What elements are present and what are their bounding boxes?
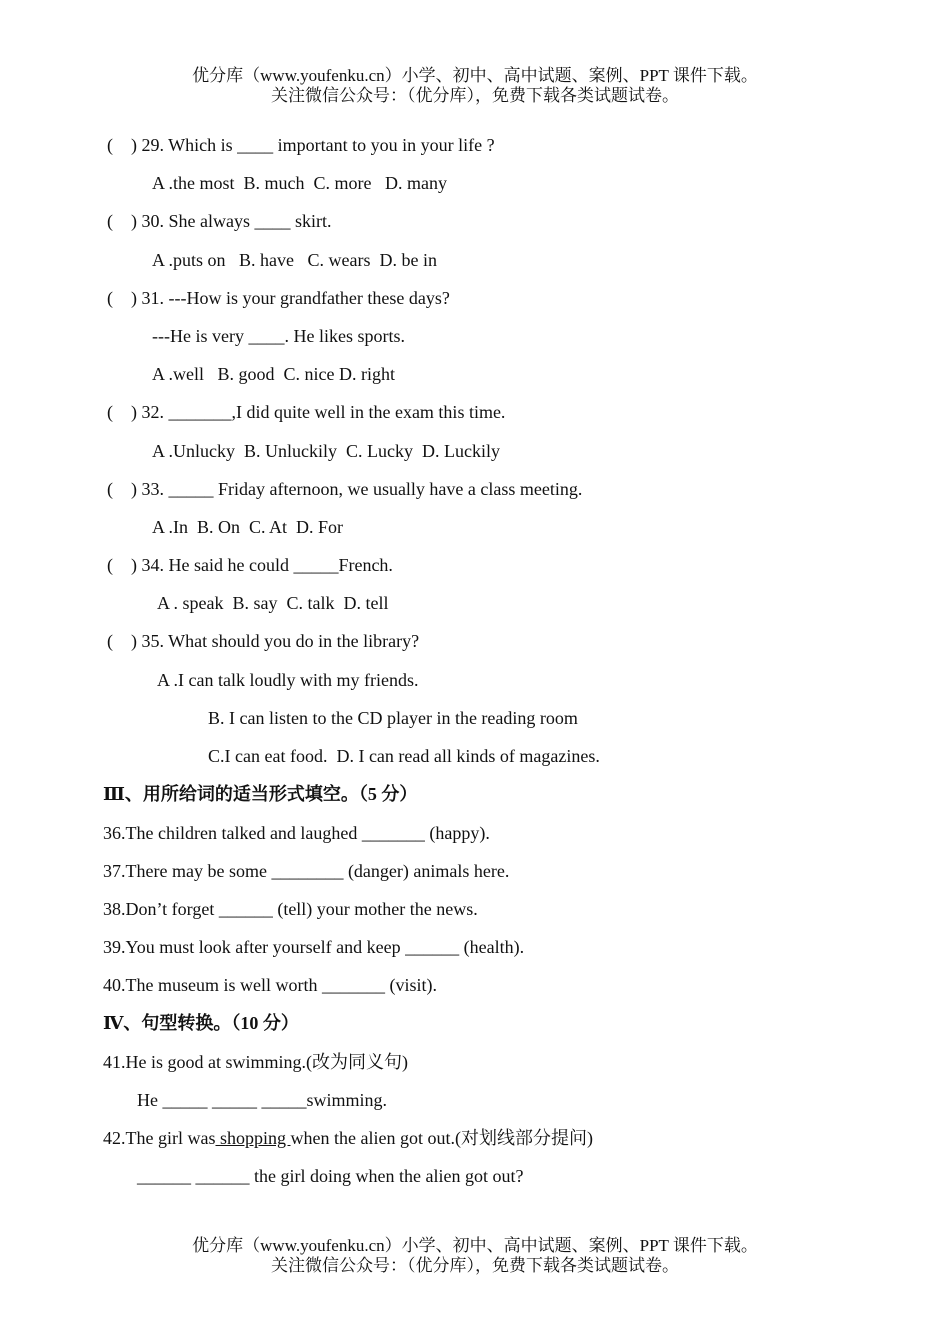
question-35-option-b: B. I can listen to the CD player in the reading room: [208, 708, 578, 728]
question-37: 37.There may be some ________ (danger) animals here.: [103, 861, 510, 881]
question-29: ( ) 29. Which is ____ important to you in your life ?: [107, 135, 495, 155]
question-33-options: A .In B. On C. At D. For: [152, 517, 344, 537]
question-41: 41.He is good at swimming.(改为同义句): [103, 1052, 408, 1072]
header-line-1: 优分库（www.youfenku.cn）小学、初中、高中试题、案例、PPT 课件下载。: [192, 66, 758, 85]
question-42-prefix: 42.The girl was: [103, 1128, 216, 1148]
question-35: ( ) 35. What should you do in the library?: [107, 631, 420, 651]
page-footer: [0, 1236, 950, 1276]
question-31: ( ) 31. ---How is your grandfather these days?: [107, 288, 450, 308]
footer-line-1: 优分库（www.youfenku.cn）小学、初中、高中试题、案例、PPT 课件下载。: [192, 1236, 758, 1255]
question-42-suffix: when the alien got out.(对划线部分提问): [290, 1128, 593, 1148]
question-42-answer-line: ______ ______ the girl doing when the alien got out?: [137, 1166, 524, 1186]
section-3-heading: Ⅲ、用所给词的适当形式填空。（5 分）: [103, 784, 418, 804]
question-42-underlined-word: shopping: [215, 1128, 291, 1148]
question-30: ( ) 30. She always ____ skirt.: [107, 211, 332, 231]
question-30-options: A .puts on B. have C. wears D. be in: [152, 250, 437, 270]
page-header: [0, 66, 950, 106]
question-38: 38.Don’t forget ______ (tell) your mother the news.: [103, 899, 478, 919]
question-34-options: A . speak B. say C. talk D. tell: [157, 593, 389, 613]
question-35-option-cd: C.I can eat food. D. I can read all kinds of magazines.: [208, 746, 600, 766]
question-29-options: A .the most B. much C. more D. many: [152, 173, 447, 193]
question-42: [103, 1127, 593, 1149]
question-31-options: A .well B. good C. nice D. right: [152, 364, 395, 384]
question-39: 39.You must look after yourself and keep ______ (health).: [103, 937, 525, 957]
question-41-answer-line: He _____ _____ _____swimming.: [137, 1090, 387, 1110]
section-4-heading: Ⅳ、句型转换。（10 分）: [103, 1013, 299, 1033]
header-line-2: 关注微信公众号：（优分库），免费下载各类试题试卷。: [271, 86, 679, 105]
footer-line-2: 关注微信公众号：（优分库），免费下载各类试题试卷。: [271, 1256, 679, 1275]
question-33: ( ) 33. _____ Friday afternoon, we usually have a class meeting.: [107, 479, 583, 499]
question-32-options: A .Unlucky B. Unluckily C. Lucky D. Luckily: [152, 441, 500, 461]
question-32: ( ) 32. _______,I did quite well in the exam this time.: [107, 402, 506, 422]
question-36: 36.The children talked and laughed _______ (happy).: [103, 823, 490, 843]
question-34: ( ) 34. He said he could _____French.: [107, 555, 393, 575]
question-40: 40.The museum is well worth _______ (visit).: [103, 975, 437, 995]
question-31-reply: ---He is very ____. He likes sports.: [152, 326, 405, 346]
question-35-option-a: A .I can talk loudly with my friends.: [157, 670, 419, 690]
